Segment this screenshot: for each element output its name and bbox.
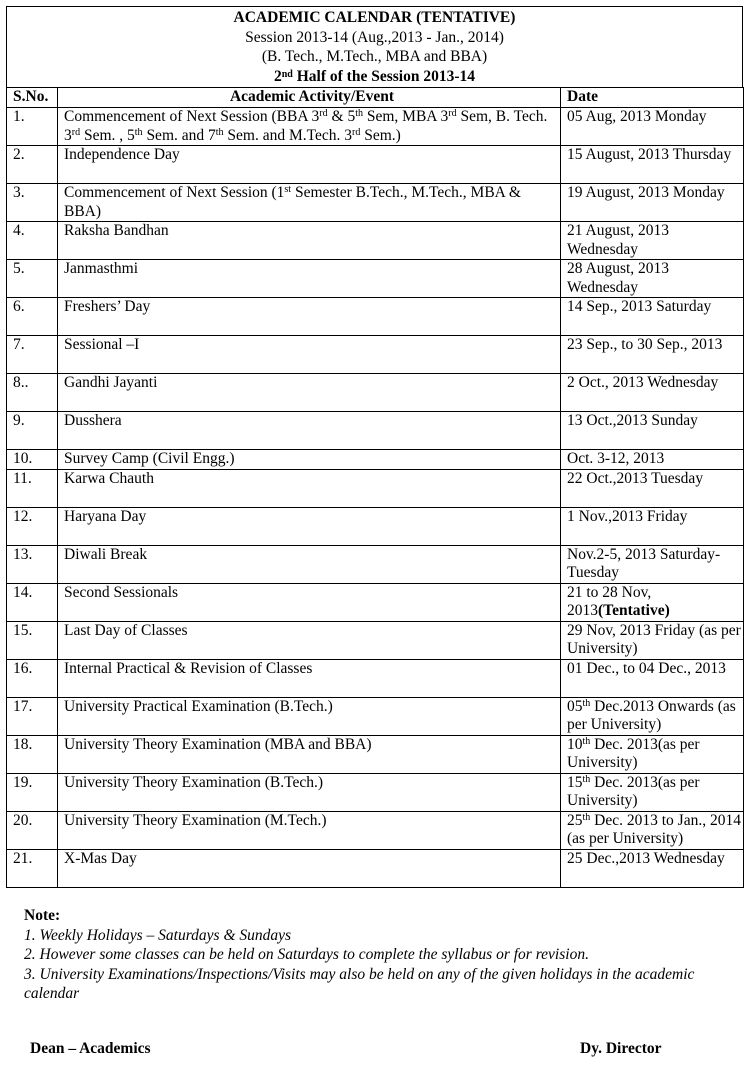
row-event: Independence Day	[58, 146, 561, 184]
table-row	[7, 545, 744, 583]
table-row	[7, 222, 744, 260]
table-row	[7, 735, 744, 773]
calendar-title: ACADEMIC CALENDAR (TENTATIVE)	[233, 9, 516, 26]
note-line: 1. Weekly Holidays – Saturdays & Sundays	[24, 926, 292, 944]
row-event: Second Sessionals	[58, 583, 561, 621]
table-row	[7, 336, 744, 374]
table-row	[7, 697, 744, 735]
row-event: Commencement of Next Session (1st Semester B.Tech., M.Tech., MBA & BBA)	[58, 184, 561, 222]
row-event: University Practical Examination (B.Tech.)	[58, 697, 561, 735]
row-date: 14 Sep., 2013 Saturday	[561, 298, 744, 336]
row-event: Janmasthmi	[58, 260, 561, 298]
row-event: Diwali Break	[58, 545, 561, 583]
table-row	[7, 621, 744, 659]
row-event: Last Day of Classes	[58, 621, 561, 659]
row-sno: 13.	[7, 545, 58, 583]
table-row	[7, 659, 744, 697]
table-row	[7, 412, 744, 450]
row-event: Gandhi Jayanti	[58, 374, 561, 412]
row-date: 15 August, 2013 Thursday	[561, 146, 744, 184]
row-date: 1 Nov.,2013 Friday	[561, 507, 744, 545]
row-sno: 6.	[7, 298, 58, 336]
row-sno: 10.	[7, 450, 58, 470]
table-row	[7, 298, 744, 336]
calendar-table	[6, 87, 744, 888]
row-date: 01 Dec., to 04 Dec., 2013	[561, 659, 744, 697]
row-date: Oct. 3-12, 2013	[561, 450, 744, 470]
table-row	[7, 450, 744, 470]
table-row	[7, 146, 744, 184]
row-event: University Theory Examination (B.Tech.)	[58, 773, 561, 811]
half-number: 2	[274, 67, 282, 85]
row-date: 29 Nov, 2013 Friday (as per University)	[561, 621, 744, 659]
row-sno: 4.	[7, 222, 58, 260]
table-row	[7, 507, 744, 545]
signature-director: Dy. Director	[580, 1040, 662, 1057]
row-sno: 15.	[7, 621, 58, 659]
row-event: Dusshera	[58, 412, 561, 450]
row-date: 25 Dec.,2013 Wednesday	[561, 849, 744, 887]
row-sno: 19.	[7, 773, 58, 811]
row-event: Commencement of Next Session (BBA 3rd & 5th Sem, MBA 3rd Sem, B. Tech. 3rd Sem. , 5th Sem. and 7th Sem. and M.Tech. 3rd Sem.)	[58, 108, 561, 146]
row-event: Raksha Bandhan	[58, 222, 561, 260]
row-sno: 18.	[7, 735, 58, 773]
table-row	[7, 773, 744, 811]
row-sno: 16.	[7, 659, 58, 697]
row-date: 21 to 28 Nov, 2013(Tentative)	[561, 583, 744, 621]
programs-line: (B. Tech., M.Tech., MBA and BBA)	[261, 48, 488, 65]
row-date: 2 Oct., 2013 Wednesday	[561, 374, 744, 412]
row-sno: 14.	[7, 583, 58, 621]
table-row	[7, 374, 744, 412]
row-event: University Theory Examination (MBA and BBA)	[58, 735, 561, 773]
col-event-header: Academic Activity/Event	[58, 88, 561, 108]
row-date: 22 Oct.,2013 Tuesday	[561, 469, 744, 507]
row-sno: 8..	[7, 374, 58, 412]
row-event: Survey Camp (Civil Engg.)	[58, 450, 561, 470]
signature-dean: Dean – Academics	[30, 1040, 151, 1057]
notes-section	[24, 906, 714, 1004]
row-date: 05 Aug, 2013 Monday	[561, 108, 744, 146]
row-date: 28 August, 2013 Wednesday	[561, 260, 744, 298]
row-sno: 7.	[7, 336, 58, 374]
row-sno: 9.	[7, 412, 58, 450]
table-row	[7, 849, 744, 887]
row-date: 05th Dec.2013 Onwards (as per University)	[561, 697, 744, 735]
col-sno-header: S.No.	[7, 88, 58, 108]
table-row	[7, 811, 744, 849]
row-sno: 21.	[7, 849, 58, 887]
row-date: 13 Oct.,2013 Sunday	[561, 412, 744, 450]
row-event: X-Mas Day	[58, 849, 561, 887]
row-date: 15th Dec. 2013(as per University)	[561, 773, 744, 811]
row-sno: 1.	[7, 108, 58, 146]
row-sno: 5.	[7, 260, 58, 298]
row-date: 21 August, 2013 Wednesday	[561, 222, 744, 260]
table-row	[7, 583, 744, 621]
row-event: Haryana Day	[58, 507, 561, 545]
row-sno: 11.	[7, 469, 58, 507]
row-sno: 20.	[7, 811, 58, 849]
half-session-line	[7, 67, 742, 87]
row-date: 23 Sep., to 30 Sep., 2013	[561, 336, 744, 374]
calendar-document	[6, 6, 743, 888]
row-sno: 2.	[7, 146, 58, 184]
table-header-row	[7, 88, 744, 108]
table-row	[7, 260, 744, 298]
row-date: 19 August, 2013 Monday	[561, 184, 744, 222]
notes-title: Note:	[24, 907, 61, 924]
session-line: Session 2013-14 (Aug.,2013 - Jan., 2014)	[245, 28, 504, 46]
row-event: Karwa Chauth	[58, 469, 561, 507]
table-row	[7, 184, 744, 222]
note-line: 2. However some classes can be held on Saturdays to complete the syllabus or for revision.	[24, 946, 589, 963]
row-date: Nov.2-5, 2013 Saturday-Tuesday	[561, 545, 744, 583]
row-sno: 3.	[7, 184, 58, 222]
half-suffix: nd	[281, 68, 293, 80]
col-date-header: Date	[561, 88, 744, 108]
row-date: 25th Dec. 2013 to Jan., 2014 (as per University)	[561, 811, 744, 849]
row-date: 10th Dec. 2013(as per University)	[561, 735, 744, 773]
table-row	[7, 108, 744, 146]
row-sno: 12.	[7, 507, 58, 545]
note-line: 3. University Examinations/Inspections/Visits may also be held on any of the given holidays in the academic calendar	[24, 965, 695, 1002]
table-row	[7, 469, 744, 507]
row-event: University Theory Examination (M.Tech.)	[58, 811, 561, 849]
half-text: Half of the Session 2013-14	[292, 67, 475, 85]
calendar-header	[6, 6, 743, 87]
row-event: Internal Practical & Revision of Classes	[58, 659, 561, 697]
row-event: Freshers’ Day	[58, 298, 561, 336]
row-event: Sessional –I	[58, 336, 561, 374]
row-sno: 17.	[7, 697, 58, 735]
